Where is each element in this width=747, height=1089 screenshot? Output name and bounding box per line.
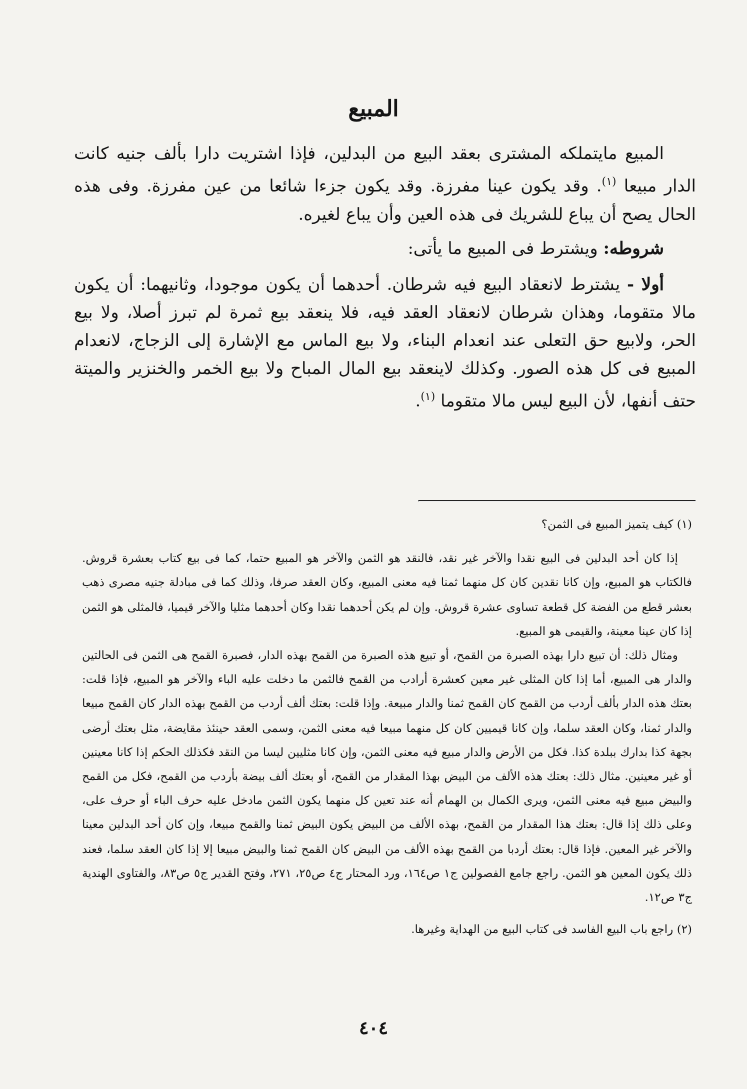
definition-continued: . وقد يكون عينا مفرزة. وقد يكون جزءا شائعا من عين مفرزة. وفى هذه الحال يصح أن يباع للشريك فى هذه العين وأن يباع لغيره. bbox=[74, 176, 696, 225]
main-text bbox=[74, 140, 696, 415]
conditions-intro: ويشترط فى المبيع ما يأتى: bbox=[407, 238, 598, 259]
footnote-ref: (١) bbox=[420, 389, 436, 403]
page-number: ٤٠٤ bbox=[358, 1018, 388, 1039]
first-condition-text: يشترط لانعقاد البيع فيه شرطان. أحدهما أن يكون موجودا، وثانيهما: أن يكون مالا متقوما، وهذان شرطان لانعقاد العقد فيه، فلا ينعقد بيع ثمرة لم تبرز أصلا، ولا بيع الحر، ولابيع حق التعلى عند انعدام البناء، ولا بيع الماس مع الإشارة إلى الزجاج، لانعدام المبيع فى كل هذه الصور. وكذلك لاينعقد بيع المال المباح ولا بيع الخمر والخنزير والميتة حتف أنفها، لأن البيع ليس مالا متقوما bbox=[74, 274, 696, 412]
paragraph-first-condition bbox=[74, 271, 696, 416]
footnote-2: (٢) راجع باب البيع الفاسد فى كتاب البيع من الهداية وغيرها. bbox=[411, 922, 692, 937]
footnote-1-question: (١) كيف يتميز المبيع فى الثمن؟ bbox=[541, 517, 692, 531]
first-condition-end: . bbox=[415, 391, 421, 412]
first-label: أولا - bbox=[626, 274, 665, 295]
footnotes bbox=[82, 512, 692, 941]
paragraph-definition bbox=[74, 140, 696, 229]
page-title: المبيع bbox=[348, 96, 399, 122]
conditions-heading: شروطه: bbox=[603, 238, 664, 259]
footnote-1-paragraph: ومثال ذلك: أن تبيع دارا بهذه الصبرة من القمح، أو تبيع هذه الصبرة من القمح بهذه الدار، فصبرة القمح هى الثمن فى الحالتين والدار هى المبيع، أما إذا كان المثلى غير معين كعشرة أرادب من القمح فالثمن ما دخلت عليه الباء والآخر هو المبيع، فإذا قلت: بعتك هذه الدار بألف أردب من القمح كان القمح ثمنا والدار مبيعة. وإذا قلت: بعتك ألف أردب من القمح بهذه الدار كان القمح مبيعا والدار ثمنا، وكان العقد سلما، وإن كانا قيميين كان كل منهما مبيعا فيه معنى الثمن، وسمى العقد حينئذ مقايضة، مثل بعتك أرضى بجهة كذا بدارك ببلدة كذا. فكل من الأرض والدار مبيع فيه معنى الثمن، وإن كانا مثليين ليسا من النقد فكذلك الحكم إذا كانا معينين أو غير معينين. مثال ذلك: بعتك هذه الألف من البيض بهذا المقدار من القمح، أو بعتك ألف بيضة بأردب من القمح، فكل من القمح والبيض مبيع فيه معنى الثمن، ويرى الكمال بن الهمام أنه عند تعين كل منهما يكون الثمن مادخل عليه حرف الباء أو حرف على، وعلى ذلك إذا قال: بعتك هذا المقدار من القمح، بهذه الألف من البيض يكون البيض ثمنا والقمح مبيعا، وإن كان أحد البدلين معينا والآخر غير المعين. فإذا قال: بعتك أردبا من القمح بهذه الألف من البيض كان القمح ثمنا والبيض مبيعا إلا إذا كان العقد سلما، فعند ذلك يكون المعين هو الثمن. راجع جامع الفصولين ج١ ص١٦٤، ورد المحتار ج٤ ص٢٥، ٢٧١، وفتح القدير ج٥ ص٨٣، والفتاوى الهندية ج٣ ص١٢. bbox=[82, 648, 693, 905]
definition-text: المبيع مايتملكه المشترى بعقد البيع من البدلين، فإذا اشتريت دارا بألف جنيه كانت الدار مبيعا bbox=[74, 144, 696, 197]
footnote-divider bbox=[418, 500, 696, 502]
footnote-ref: (١) bbox=[601, 175, 617, 188]
paragraph-conditions bbox=[74, 235, 696, 263]
footnote-1-paragraph: إذا كان أحد البدلين فى البيع نقدا والآخر غير نقد، فالنقد هو الثمن والآخر هو المبيع حتما، كما فى بيع كتاب بعشرة قروش. فالكتاب هو المبيع، وإن كانا نقدين كان كل منهما ثمنا فيه معنى المبيع، وكان العقد صرفا، وذلك كما فى مبادلة جنيه مصرى ذهب بعشر قطع من الفضة كل قطعة تساوى عشرة قروش. وإن لم يكن أحدهما نقدا وكان أحدهما مثليا والآخر قيميا، فالمثلى هو الثمن إذا كان عينا معينة، والقيمى هو المبيع. bbox=[82, 551, 692, 638]
